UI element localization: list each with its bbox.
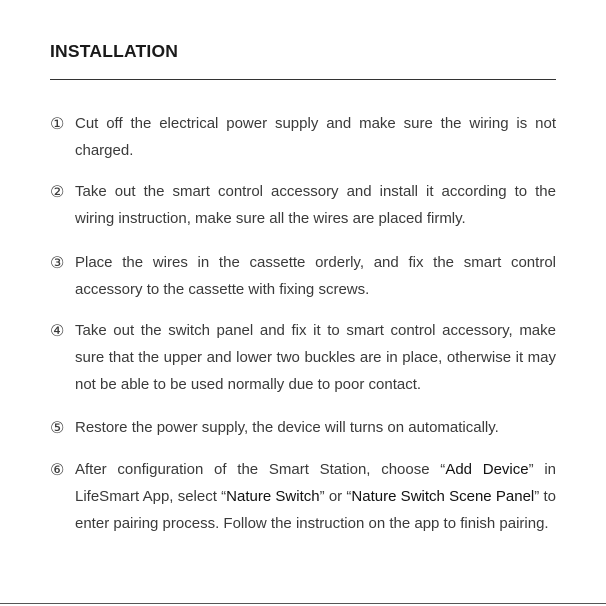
step-number: ③ [50, 253, 65, 272]
step-6 [50, 456, 556, 537]
step-4 [50, 317, 556, 398]
step-text [75, 456, 556, 537]
step-number: ⑤ [50, 418, 65, 437]
step-number: ④ [50, 321, 65, 340]
step-2 [50, 178, 556, 232]
step-text: Take out the smart control accessory and install it according to the wiring instruction, make sure all the wires are placed firmly. [75, 183, 556, 227]
step-text: Restore the power supply, the device will turns on automatically. [75, 419, 499, 436]
page-title: INSTALLATION [50, 41, 179, 61]
title-divider [50, 79, 556, 80]
step-text: Take out the switch panel and fix it to smart control accessory, make sure that the upper and lower two buckles are in place, otherwise it may not be able to be used normally due to poor contact. [75, 322, 556, 393]
step-text-part: After configuration of the Smart Station, choose “ [75, 461, 446, 478]
step-number: ② [50, 182, 65, 201]
step-text-part: ” in LifeSmart App, select “ [75, 461, 556, 505]
step-text-part: ” to enter pairing process. Follow the instruction on the app to finish pairing. [75, 488, 556, 532]
nature-switch-label: Nature Switch [226, 488, 320, 505]
step-5 [50, 414, 556, 441]
nature-switch-scene-panel-label: Nature Switch Scene Panel [351, 488, 535, 505]
step-1 [50, 110, 556, 164]
add-device-label: Add Device [445, 461, 529, 478]
step-text: Cut off the electrical power supply and make sure the wiring is not charged. [75, 115, 556, 159]
step-3 [50, 249, 556, 303]
step-number: ⑥ [50, 460, 65, 479]
page-bottom-divider [0, 603, 606, 604]
step-number: ① [50, 114, 65, 133]
step-text: Place the wires in the cassette orderly, and fix the smart control accessory to the cassette with fixing screws. [75, 254, 556, 298]
step-text-part: ” or “ [319, 488, 352, 505]
